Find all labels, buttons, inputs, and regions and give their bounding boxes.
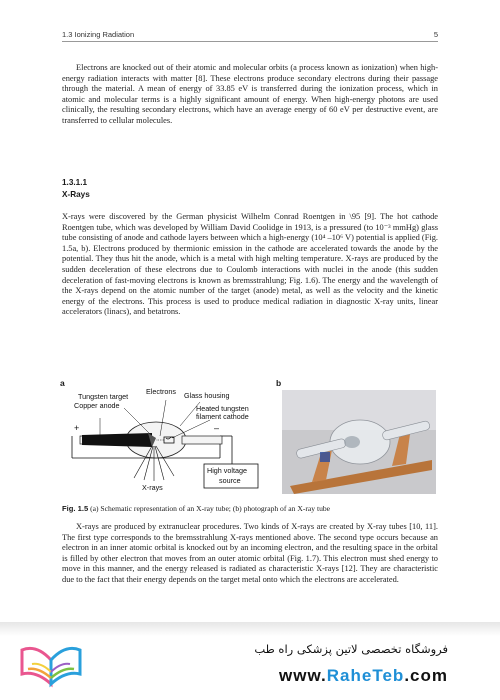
paragraph-xray-production: X-rays are produced by extranuclear procedures. Two kinds of X-rays are created by X-ray tubes [10, 11]. The first type corresponds to the bremsstrahlung X-rays mentioned above. The second type occurs because an electron in an inner atomic orbital is knocked out by an incoming electron, and the resulting space in the orbital is filled by other electron that moves from an outer atomic orbital (Fig. 1.7). This electron must shed energy to move in this manner, and the energy released is radiated as characteristic X-rays [12]. They are characteristic due to the fact that their energy depends on the target metal onto which the electrons are accelerated. [62, 522, 438, 584]
caption-label: Fig. 1.5 [62, 504, 89, 513]
label-plus: + [74, 423, 80, 433]
panel-label-b: b [276, 378, 282, 388]
page-number: 5 [433, 30, 438, 39]
header-rule [62, 41, 438, 42]
label-copper-anode: Copper anode [74, 401, 120, 410]
xray-tube-photograph [282, 390, 436, 494]
store-url[interactable] [279, 666, 448, 686]
open-book-logo [20, 634, 82, 690]
glass-neck-right [182, 436, 222, 444]
caption-text: (a) Schematic representation of an X-ray tube; (b) photograph of an X-ray tube [90, 504, 331, 513]
figure-xray-tube-schematic [60, 378, 270, 496]
label-filament-cathode: filament cathode [196, 412, 249, 421]
label-heated-tungsten: Heated tungsten [196, 404, 249, 413]
label-tungsten-target: Tungsten target [78, 392, 129, 401]
section-heading: 1.3 Ionizing Radiation [62, 30, 135, 39]
blue-label [320, 452, 330, 462]
label-minus: – [214, 423, 220, 433]
paragraph-xrays-discovery: X-rays were discovered by the German physicist Wilhelm Conrad Roentgen in \95 [9]. The hot cathode Roentgen tube, which was developed by William David Coolidge in 1913, is a pressured (to 10⁻³ mmHg) glass tube consisting of anode and cathode layers between which a high-energy (10⁴ –10⁶ V) potential is applied (Fig. 1.5a, b). Electrons produced by thermionic emission in the cathode are accelerated towards the anode by the potential. They thus hit the anode, which is a metal with high melting temperature. X-rays are produced by the sudden deceleration of these electrons due to Coulomb interactions with nuclei in the anode (this sudden deceleration of fast-moving electrons is known as bremsstrahlung; Fig. 1.6). The energy and the wavelength of the X-rays depend on the atomic number of the target (anode) metal, as well as the velocity and the kinetic energy of the electrons. This process is used to produce medical radiation in diagnostic X-ray units, linear accelerators (linacs), and betatrons. [62, 212, 438, 317]
copper-anode [82, 433, 152, 447]
figure-caption [62, 504, 438, 514]
label-source: source [219, 476, 241, 485]
running-header [62, 30, 438, 39]
subsection-title: X-Rays [62, 190, 90, 199]
url-brand-teb: Teb [372, 666, 405, 685]
store-title: فروشگاه تخصصی لاتین پزشکی راه طب [254, 642, 448, 656]
paragraph-ionization: Electrons are knocked out of their atomic and molecular orbits (a process known as ionization) when high-energy radiation interacts with matter [8]. These electrons produce secondary electrons during their passage through the material. A mean of energy of 33.85 eV is transferred during the ionization process, which in atomic and molecular terms is a highly significant amount of energy. When high-energy photons are used clinically, the resulting secondary electrons, which have an average energy of 60 eV per destructive event, are transferred to cellular molecules. [62, 63, 438, 125]
watermark-footer [0, 622, 500, 700]
figure-xray-tube-photo [276, 378, 436, 494]
label-electrons: Electrons [146, 387, 176, 396]
label-glass-housing: Glass housing [184, 391, 230, 400]
url-suffix: .com [404, 666, 448, 685]
subsection-number: 1.3.1.1 [62, 178, 88, 187]
url-prefix: www. [279, 666, 327, 685]
panel-label-a: a [60, 378, 65, 388]
url-brand-rahe: Rahe [326, 666, 373, 685]
label-high-voltage: High voltage [207, 466, 247, 475]
label-xrays: X-rays [142, 483, 163, 492]
